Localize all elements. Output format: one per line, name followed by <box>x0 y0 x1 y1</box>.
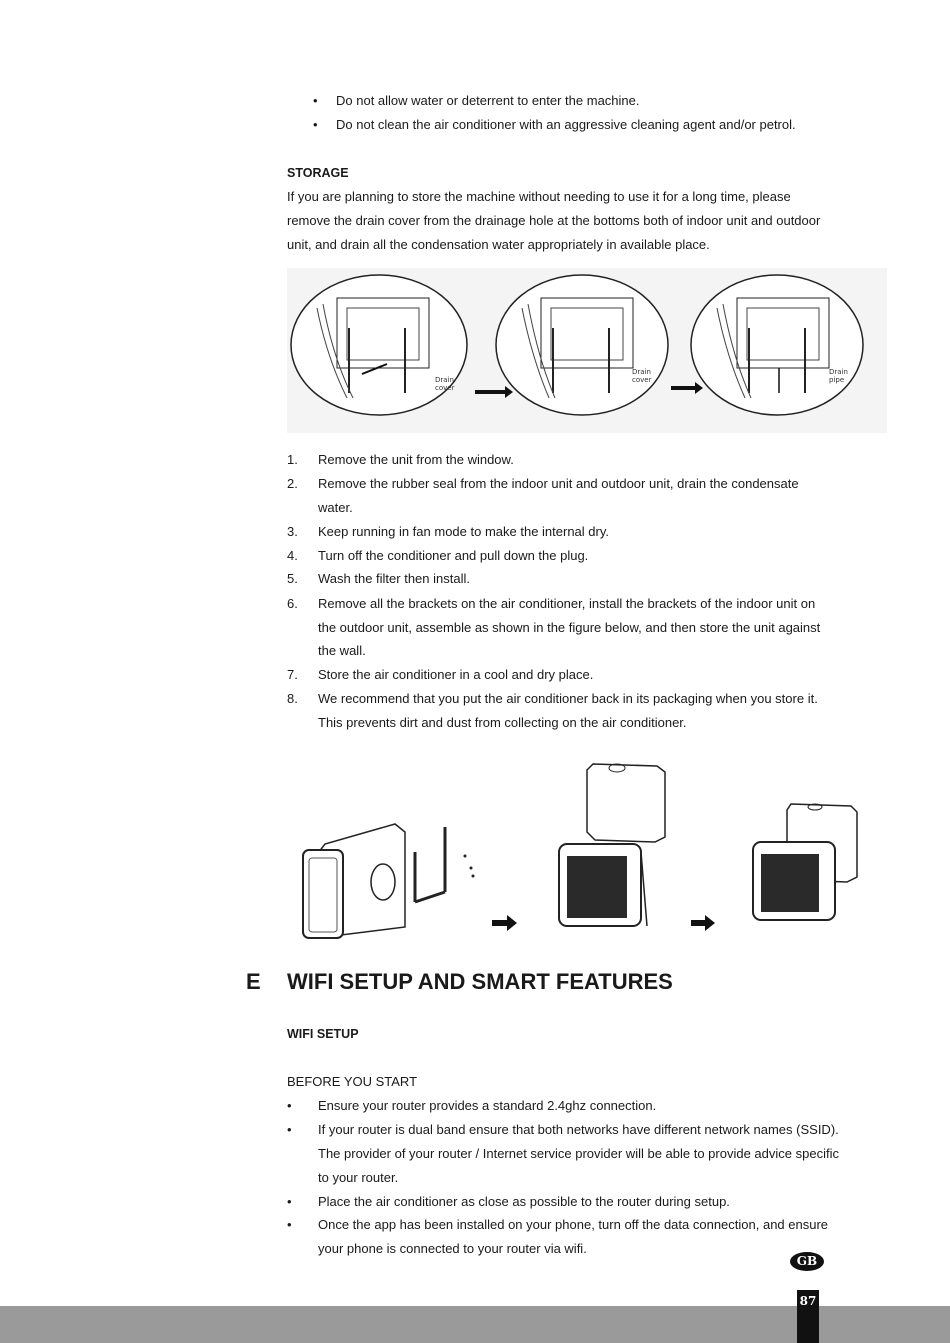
step-number: 2. <box>287 476 298 491</box>
step-number: 5. <box>287 571 298 586</box>
language-badge: GB <box>790 1252 824 1271</box>
assembly-step-3 <box>753 804 857 920</box>
bullet-marker: • <box>287 1217 292 1232</box>
bullet-marker: • <box>287 1194 292 1209</box>
step-number: 1. <box>287 452 298 467</box>
wifi-bullet-text: Ensure your router provides a standard 2.4ghz connection. <box>318 1098 657 1113</box>
step-text: This prevents dirt and dust from collecting on the air conditioner. <box>318 715 687 730</box>
wifi-bullet-text: to your router. <box>318 1170 399 1185</box>
step-number: 6. <box>287 596 298 611</box>
wifi-setup-heading: WIFI SETUP <box>287 1027 359 1041</box>
bullet-marker: • <box>287 1122 292 1137</box>
drain-figure-step-2 <box>496 275 668 415</box>
step-text: Remove the unit from the window. <box>318 452 514 467</box>
assembly-step-1 <box>303 824 475 938</box>
fig3-label-line1: Drain <box>829 368 848 376</box>
storage-heading: STORAGE <box>287 166 349 180</box>
fig2-label-line2: cover <box>632 376 652 384</box>
step-text: water. <box>318 500 353 515</box>
drain-figure-step-1 <box>291 275 467 415</box>
storage-paragraph-line: unit, and drain all the condensation water appropriately in available place. <box>287 237 710 252</box>
step-text: Store the air conditioner in a cool and dry place. <box>318 667 594 682</box>
storage-assembly-figure <box>295 752 865 952</box>
fig2-label-line1: Drain <box>632 368 651 376</box>
step-text: the outdoor unit, assemble as shown in the figure below, and then store the unit against <box>318 620 821 635</box>
wifi-bullet-text: Once the app has been installed on your phone, turn off the data connection, and ensure <box>318 1217 829 1232</box>
step-number: 3. <box>287 524 298 539</box>
assembly-step-2 <box>559 764 665 926</box>
fig1-label-line1: Drain <box>435 376 454 384</box>
bullet-marker: • <box>313 93 318 108</box>
step-number: 7. <box>287 667 298 682</box>
step-text: the wall. <box>318 643 366 658</box>
step-text: We recommend that you put the air conditioner back in its packaging when you store it. <box>318 691 818 706</box>
wifi-bullet-text: Place the air conditioner as close as possible to the router during setup. <box>318 1194 730 1209</box>
bullet-marker: • <box>313 117 318 132</box>
wifi-bullet-text: The provider of your router / Internet service provider will be able to provide advice specific <box>318 1146 839 1161</box>
intro-bullet-1: Do not allow water or deterrent to enter the machine. <box>336 93 640 108</box>
wifi-bullet-text: If your router is dual band ensure that both networks have different network names (SSID). <box>318 1122 839 1137</box>
fig1-label-line2: cover <box>435 384 455 392</box>
wifi-bullet-text: your phone is connected to your router via wifi. <box>318 1241 587 1256</box>
step-number: 8. <box>287 691 298 706</box>
storage-paragraph-line: If you are planning to store the machine without needing to use it for a long time, please <box>287 189 791 204</box>
step-text: Remove all the brackets on the air conditioner, install the brackets of the indoor unit on <box>318 596 816 611</box>
storage-paragraph-line: remove the drain cover from the drainage hole at the bottoms both of indoor unit and outdoor <box>287 213 821 228</box>
step-number: 4. <box>287 548 298 563</box>
section-letter: E <box>246 969 261 994</box>
before-you-start-label: BEFORE YOU START <box>287 1074 418 1089</box>
page-number: 87 <box>799 1294 817 1308</box>
step-text: Remove the rubber seal from the indoor unit and outdoor unit, drain the condensate <box>318 476 799 491</box>
drain-figure-step-3 <box>691 275 863 415</box>
section-title: WIFI SETUP AND SMART FEATURES <box>287 969 673 994</box>
intro-bullet-2: Do not clean the air conditioner with an aggressive cleaning agent and/or petrol. <box>336 117 796 132</box>
step-text: Keep running in fan mode to make the internal dry. <box>318 524 609 539</box>
drain-cover-figure <box>287 268 887 433</box>
arrow-right-icon <box>691 915 715 931</box>
step-text: Turn off the conditioner and pull down the plug. <box>318 548 589 563</box>
step-text: Wash the filter then install. <box>318 571 470 586</box>
bullet-marker: • <box>287 1098 292 1113</box>
fig3-label-line2: pipe <box>829 376 845 384</box>
arrow-right-icon <box>492 915 517 931</box>
